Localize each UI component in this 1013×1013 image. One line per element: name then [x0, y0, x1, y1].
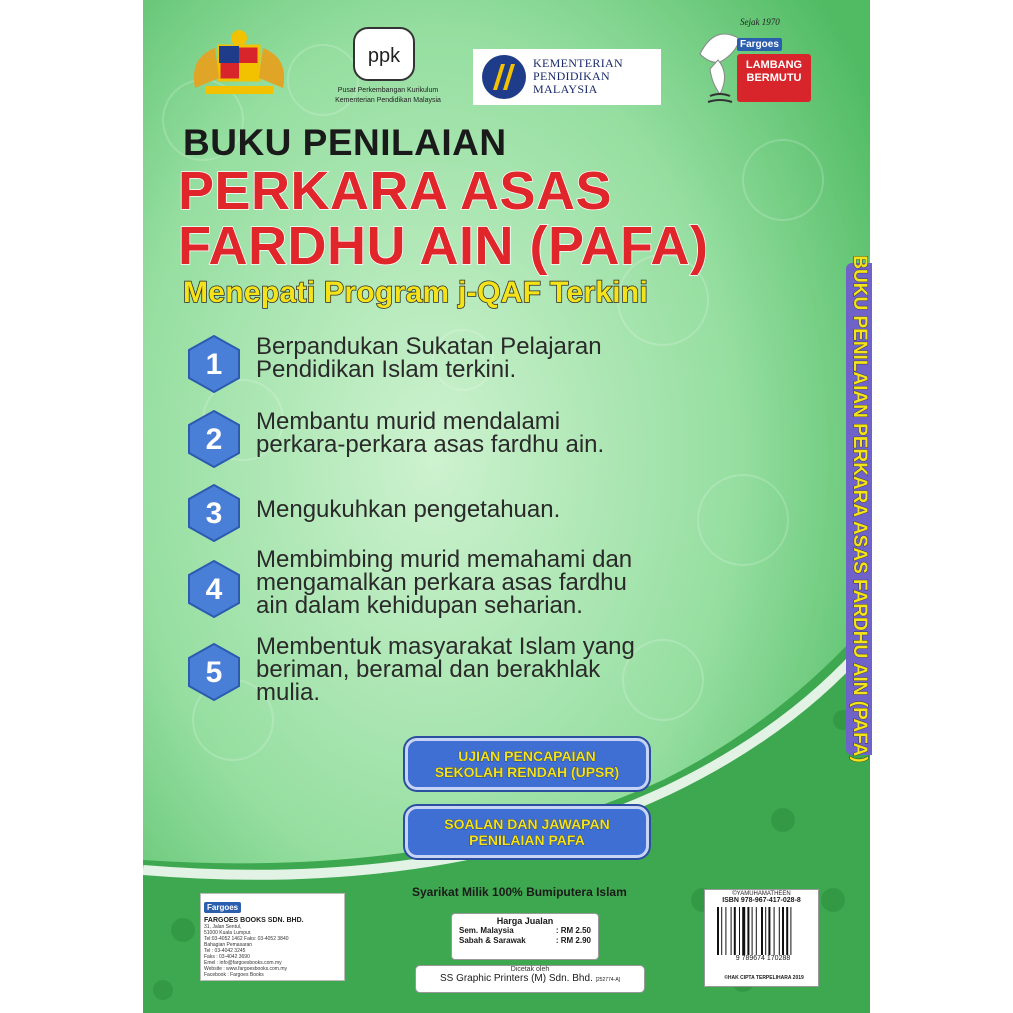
barcode-bar	[739, 907, 740, 955]
price-region: Sabah & Sarawak	[459, 936, 526, 945]
lambang-bermutu-badge	[737, 54, 811, 102]
hexagon-number-icon	[188, 484, 240, 542]
price-row	[452, 936, 598, 946]
publisher-line: Tel : 03-4042 3245	[204, 948, 246, 954]
hexagon-number-icon	[188, 560, 240, 618]
badge-line2: SEKOLAH RENDAH (UPSR)	[434, 764, 620, 780]
barcode-bar	[779, 907, 780, 955]
point-text: Mengukuhkan pengetahuan.	[256, 496, 561, 523]
soalan-badge	[405, 806, 649, 858]
publisher-line: Facebook : Fargoes Books	[204, 972, 264, 978]
svg-text:4: 4	[205, 573, 223, 606]
price-box	[451, 913, 599, 960]
upsr-badge	[405, 738, 649, 790]
barcode-bar	[731, 907, 732, 955]
barcode-bar	[734, 907, 736, 955]
lambang-line1: LAMBANG	[745, 59, 803, 71]
subtitle: Menepati Program j-QAF Terkini	[183, 276, 649, 309]
svg-text:5: 5	[205, 656, 223, 689]
publisher-badge: Fargoes	[204, 902, 241, 913]
point-text: Berpandukan Sukatan Pelajaran Pendidikan Islam terkini.	[256, 333, 602, 383]
svg-text:1: 1	[205, 348, 223, 381]
price-value: : RM 2.90	[555, 936, 591, 945]
copyright-text: ©HAK CIPTA TERPELIHARA 2019	[724, 975, 804, 981]
title-line1: BUKU PENILAIAN	[183, 122, 507, 163]
price-value: : RM 2.50	[555, 926, 591, 935]
hexagon-number-icon	[188, 410, 240, 468]
publisher-line: Website : www.fargoesbooks.com.my	[204, 966, 287, 972]
barcode-bar	[717, 907, 719, 955]
lambang-line2: BERMUTU	[746, 72, 802, 84]
barcode-bar	[790, 907, 791, 955]
malaysia-crest-icon	[185, 28, 293, 100]
publisher-line: Faks : 03-4042 3690	[204, 954, 250, 960]
kpm-logo	[473, 49, 661, 105]
barcode-bar	[786, 907, 788, 955]
svg-text:3: 3	[205, 497, 223, 530]
point-text: Membimbing murid memahami dan mengamalkan perkara asas fardhu ain dalam kehidupan seharian.	[256, 546, 633, 619]
barcode-bar	[782, 907, 784, 955]
barcode-number: 9 789674 170288	[735, 955, 791, 962]
bumiputera-text: Syarikat Milik 100% Bumiputera Islam	[412, 885, 627, 899]
barcode-bar	[747, 907, 749, 955]
spine-text: BUKU PENILAIAN PERKARA ASAS FARDHU AIN (PAFA)	[849, 255, 870, 763]
ppk-logo-icon	[318, 26, 458, 106]
barcode-bar	[742, 907, 745, 955]
publisher-line: 31, Jalan Sentul,	[204, 924, 242, 930]
kpm-text	[533, 57, 623, 96]
publisher-box	[200, 893, 345, 981]
barcode-icon	[715, 907, 811, 955]
ppk-line1: Pusat Perkembangan Kurikulum	[337, 87, 439, 94]
publisher-line: 51000 Kuala Lumpur.	[204, 930, 252, 936]
publisher-line: Bahagian Pemasaran	[204, 942, 253, 948]
barcode-bar	[725, 907, 726, 955]
price-region: Sem. Malaysia	[459, 926, 514, 935]
isbn-author: ©YAMUHAMATHEEN	[732, 891, 791, 897]
barcode-bar	[774, 907, 775, 955]
barcode-bar	[752, 907, 753, 955]
svg-text:2: 2	[205, 423, 223, 456]
point-text: Membentuk masyarakat Islam yang beriman, beramal dan berakhlak mulia.	[256, 633, 635, 706]
barcode-bar	[761, 907, 763, 955]
kpm-logo-icon	[479, 52, 529, 102]
badge-line1: UJIAN PENCAPAIAN	[458, 748, 596, 764]
price-row	[452, 926, 598, 936]
barcode-bar	[768, 907, 770, 955]
publisher-line: Emel : info@fargoesbooks.com.my	[204, 960, 282, 966]
since-text: Sejak 1970	[740, 17, 780, 27]
barcode-bar	[765, 907, 766, 955]
hexagon-number-icon	[188, 335, 240, 393]
kpm-line3: MALAYSIA	[533, 82, 598, 96]
printer-by: Dicetak oleh	[510, 966, 550, 973]
price-heading: Harga Jualan	[496, 916, 554, 926]
point-text: Membantu murid mendalami perkara-perkara asas fardhu ain.	[256, 408, 605, 458]
barcode-bar	[756, 907, 757, 955]
ppk-mark: ppk	[367, 45, 401, 67]
badge-line2: PENILAIAN PAFA	[469, 832, 585, 848]
publisher-name: FARGOES BOOKS SDN. BHD.	[204, 917, 304, 924]
isbn-text: ISBN 978-967-417-028-8	[722, 897, 801, 904]
title-line3: FARDHU AIN (PAFA)	[178, 216, 709, 276]
ppk-line2: Kementerian Pendidikan Malaysia	[335, 97, 441, 104]
hexagon-number-icon	[188, 643, 240, 701]
printer-reg: [252774-A]	[595, 977, 621, 983]
kpm-line1: KEMENTERIAN	[533, 56, 623, 70]
title-line2: PERKARA ASAS	[178, 161, 613, 221]
printer-name: SS Graphic Printers (M) Sdn. Bhd.	[439, 973, 593, 984]
printer-name-line	[416, 973, 644, 984]
badge-line1: SOALAN DAN JAWAPAN	[444, 816, 610, 832]
publisher-line: Tel:03-4052 1462 Faks: 03-4052 3840	[204, 936, 289, 942]
fargoes-badge: Fargoes	[737, 38, 782, 51]
barcode-bar	[721, 907, 722, 955]
kpm-line2: PENDIDIKAN	[533, 69, 610, 83]
printer-box	[415, 965, 645, 993]
